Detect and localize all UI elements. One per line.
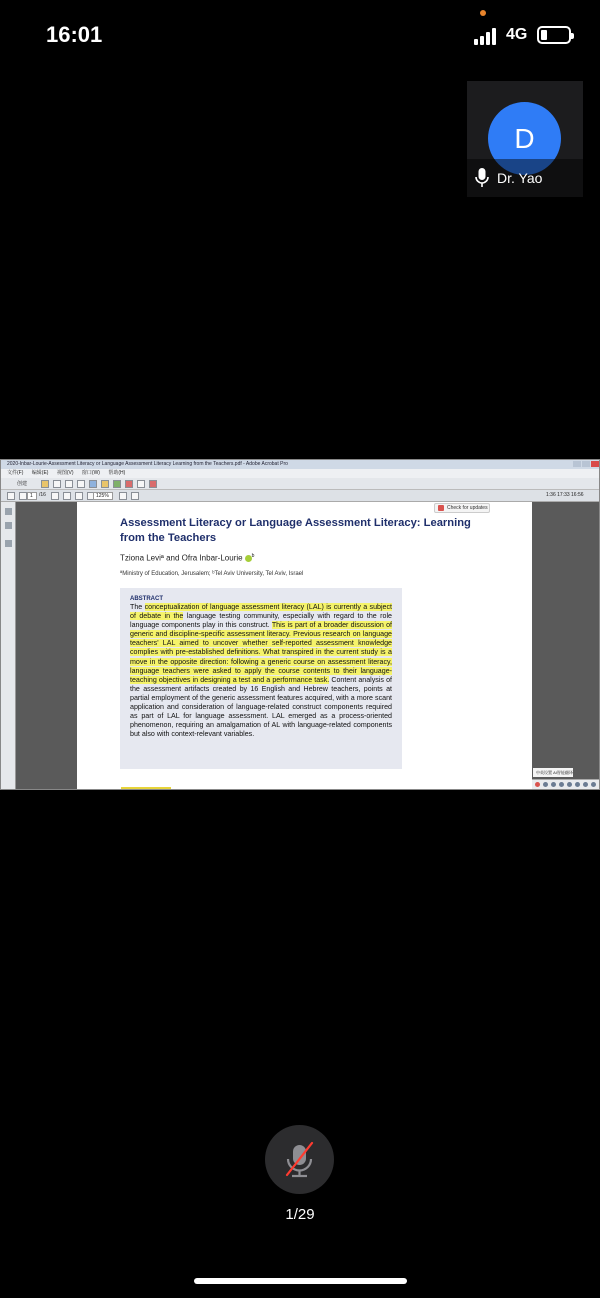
navigation-toolbar xyxy=(1,490,600,502)
shared-screen[interactable] xyxy=(0,459,600,790)
pages-panel-icon xyxy=(5,508,12,515)
tray-icon xyxy=(543,782,548,787)
create-button[interactable]: 创建 xyxy=(17,481,28,487)
toolbar-right-numbers: 1:36 17:33 16:56 xyxy=(546,492,584,498)
battery-icon xyxy=(537,26,571,44)
affiliations: ªMinistry of Education, Jerusalem; ᵇTel Aviv University, Tel Aviv, Israel xyxy=(120,571,304,577)
tool-icons[interactable] xyxy=(51,492,95,500)
avatar: D xyxy=(488,102,561,175)
microphone-muted-icon xyxy=(265,1125,334,1194)
page-indicator: 1/29 xyxy=(285,1206,315,1223)
open-icon xyxy=(41,480,49,488)
prev-page-icon xyxy=(7,492,15,500)
next-page-icon xyxy=(19,492,27,500)
window-title-bar xyxy=(1,460,600,469)
system-tray[interactable] xyxy=(532,779,600,789)
fit-width-icon xyxy=(131,492,139,500)
menu-file[interactable]: 文件(F) xyxy=(7,470,24,476)
right-panel xyxy=(532,502,600,789)
pdf-icon xyxy=(125,480,133,488)
attachments-icon xyxy=(5,540,12,547)
paper-title: Assessment Literacy or Language Assessment Literacy: Learning from the Teachers xyxy=(120,517,471,544)
crossmark-icon xyxy=(438,505,444,511)
menu-help[interactable]: 帮助(H) xyxy=(108,470,126,476)
mute-button[interactable] xyxy=(265,1125,334,1194)
home-indicator[interactable] xyxy=(194,1278,407,1284)
tray-icon xyxy=(583,782,588,787)
paper-authors: Tziona Leviª and Ofra Inbar-Lourie $^b$ xyxy=(120,553,255,563)
share-icon xyxy=(137,480,145,488)
abstract-box xyxy=(120,588,402,769)
save-icon xyxy=(53,480,61,488)
comment-icon xyxy=(101,480,109,488)
tray-app-icon xyxy=(535,782,540,787)
abstract-segment: Content analysis of the assessment artifacts created by 16 English and Hebrew teachers, points at partial employment of the generic assessment features acquired, with a more scant application and consideration of language-related construct components required as part of LAL for language assessment. LAL emerged as a process-oriented phenomenon, requiring an amalgamation of AL with language-related components but also with context-relevant variables. xyxy=(130,675,392,739)
cellular-signal-icon xyxy=(474,27,500,45)
abstract-highlight: conceptualization of language assessment literacy (LAL) is currently a subject of debate in the xyxy=(130,603,392,621)
abstract-heading: ABSTRACT xyxy=(130,596,163,602)
clock: 16:01 xyxy=(46,22,103,47)
menu-view[interactable]: 视图(V) xyxy=(56,470,74,476)
abstract-highlight: This is part of a broader discussion of generic and discipline-specific assessment literacy. Previous research on language teachers' LAL aimed to uncover whether self-reported assessment knowledge complies with pre-established definitions. What transpired in the current study is a move in the opposite direction: following a generic course on assessment literacy, language teachers were asked to apply the course contents to their language-teaching objectives in designing a test and a performance task. xyxy=(130,621,393,684)
tray-icon xyxy=(551,782,556,787)
tray-icon xyxy=(559,782,564,787)
check-for-updates-button[interactable] xyxy=(434,503,490,513)
page-number-input[interactable]: 1 xyxy=(27,492,37,500)
settings-icon xyxy=(89,480,97,488)
menu-edit[interactable]: 编辑(E) xyxy=(31,470,49,476)
status-bar xyxy=(0,0,600,70)
pdf-page[interactable] xyxy=(77,502,532,789)
page-total: /16 xyxy=(39,492,46,498)
participant-name-bar xyxy=(467,159,583,197)
export-icon xyxy=(149,480,157,488)
highlight-strip xyxy=(121,787,171,789)
participant-name: Dr. Yao xyxy=(497,170,543,186)
privacy-indicator-dot xyxy=(480,10,486,16)
abstract-segment: language testing community, especially with regard to the role language components play in this construct. xyxy=(130,612,392,630)
sign-icon xyxy=(113,480,121,488)
nav-arrows[interactable] xyxy=(7,492,27,500)
menu-bar[interactable] xyxy=(1,469,600,478)
tray-icon xyxy=(575,782,580,787)
print-icon xyxy=(65,480,73,488)
tray-icon xyxy=(567,782,572,787)
tray-icon xyxy=(591,782,596,787)
check-for-updates-label: Check for updates xyxy=(447,505,488,511)
translate-chip[interactable]: 中英设置 AI智能翻译 xyxy=(533,768,573,777)
fit-page-icon xyxy=(119,492,127,500)
minimize-icon xyxy=(573,461,581,467)
acrobat-toolbar xyxy=(1,478,600,490)
network-type: 4G xyxy=(506,26,528,43)
view-icons[interactable] xyxy=(119,492,139,500)
close-icon xyxy=(591,461,599,467)
participant-tile[interactable] xyxy=(467,81,583,197)
abstract-text xyxy=(130,603,392,739)
window-title: 2020-Inbar-Lourie-Assessment Literacy or Language Assessment Literacy Learning from the Teachers.pdf - Adobe Acrobat Pro xyxy=(7,461,288,467)
select-tool-icon xyxy=(51,492,59,500)
zoom-out-icon xyxy=(75,492,83,500)
abstract-segment: The xyxy=(130,603,145,611)
zoom-input[interactable]: 125% xyxy=(93,492,113,500)
maximize-icon xyxy=(582,461,590,467)
authors-text: Tziona Leviª and Ofra Inbar-Lourie xyxy=(120,553,243,563)
toolbar-icons[interactable] xyxy=(41,480,157,488)
email-icon xyxy=(77,480,85,488)
hand-tool-icon xyxy=(63,492,71,500)
orcid-icon[interactable] xyxy=(245,555,252,562)
menu-window[interactable]: 窗口(W) xyxy=(81,470,100,476)
bookmarks-icon xyxy=(5,522,12,529)
navigation-pane[interactable] xyxy=(1,502,16,789)
microphone-icon xyxy=(475,168,489,188)
